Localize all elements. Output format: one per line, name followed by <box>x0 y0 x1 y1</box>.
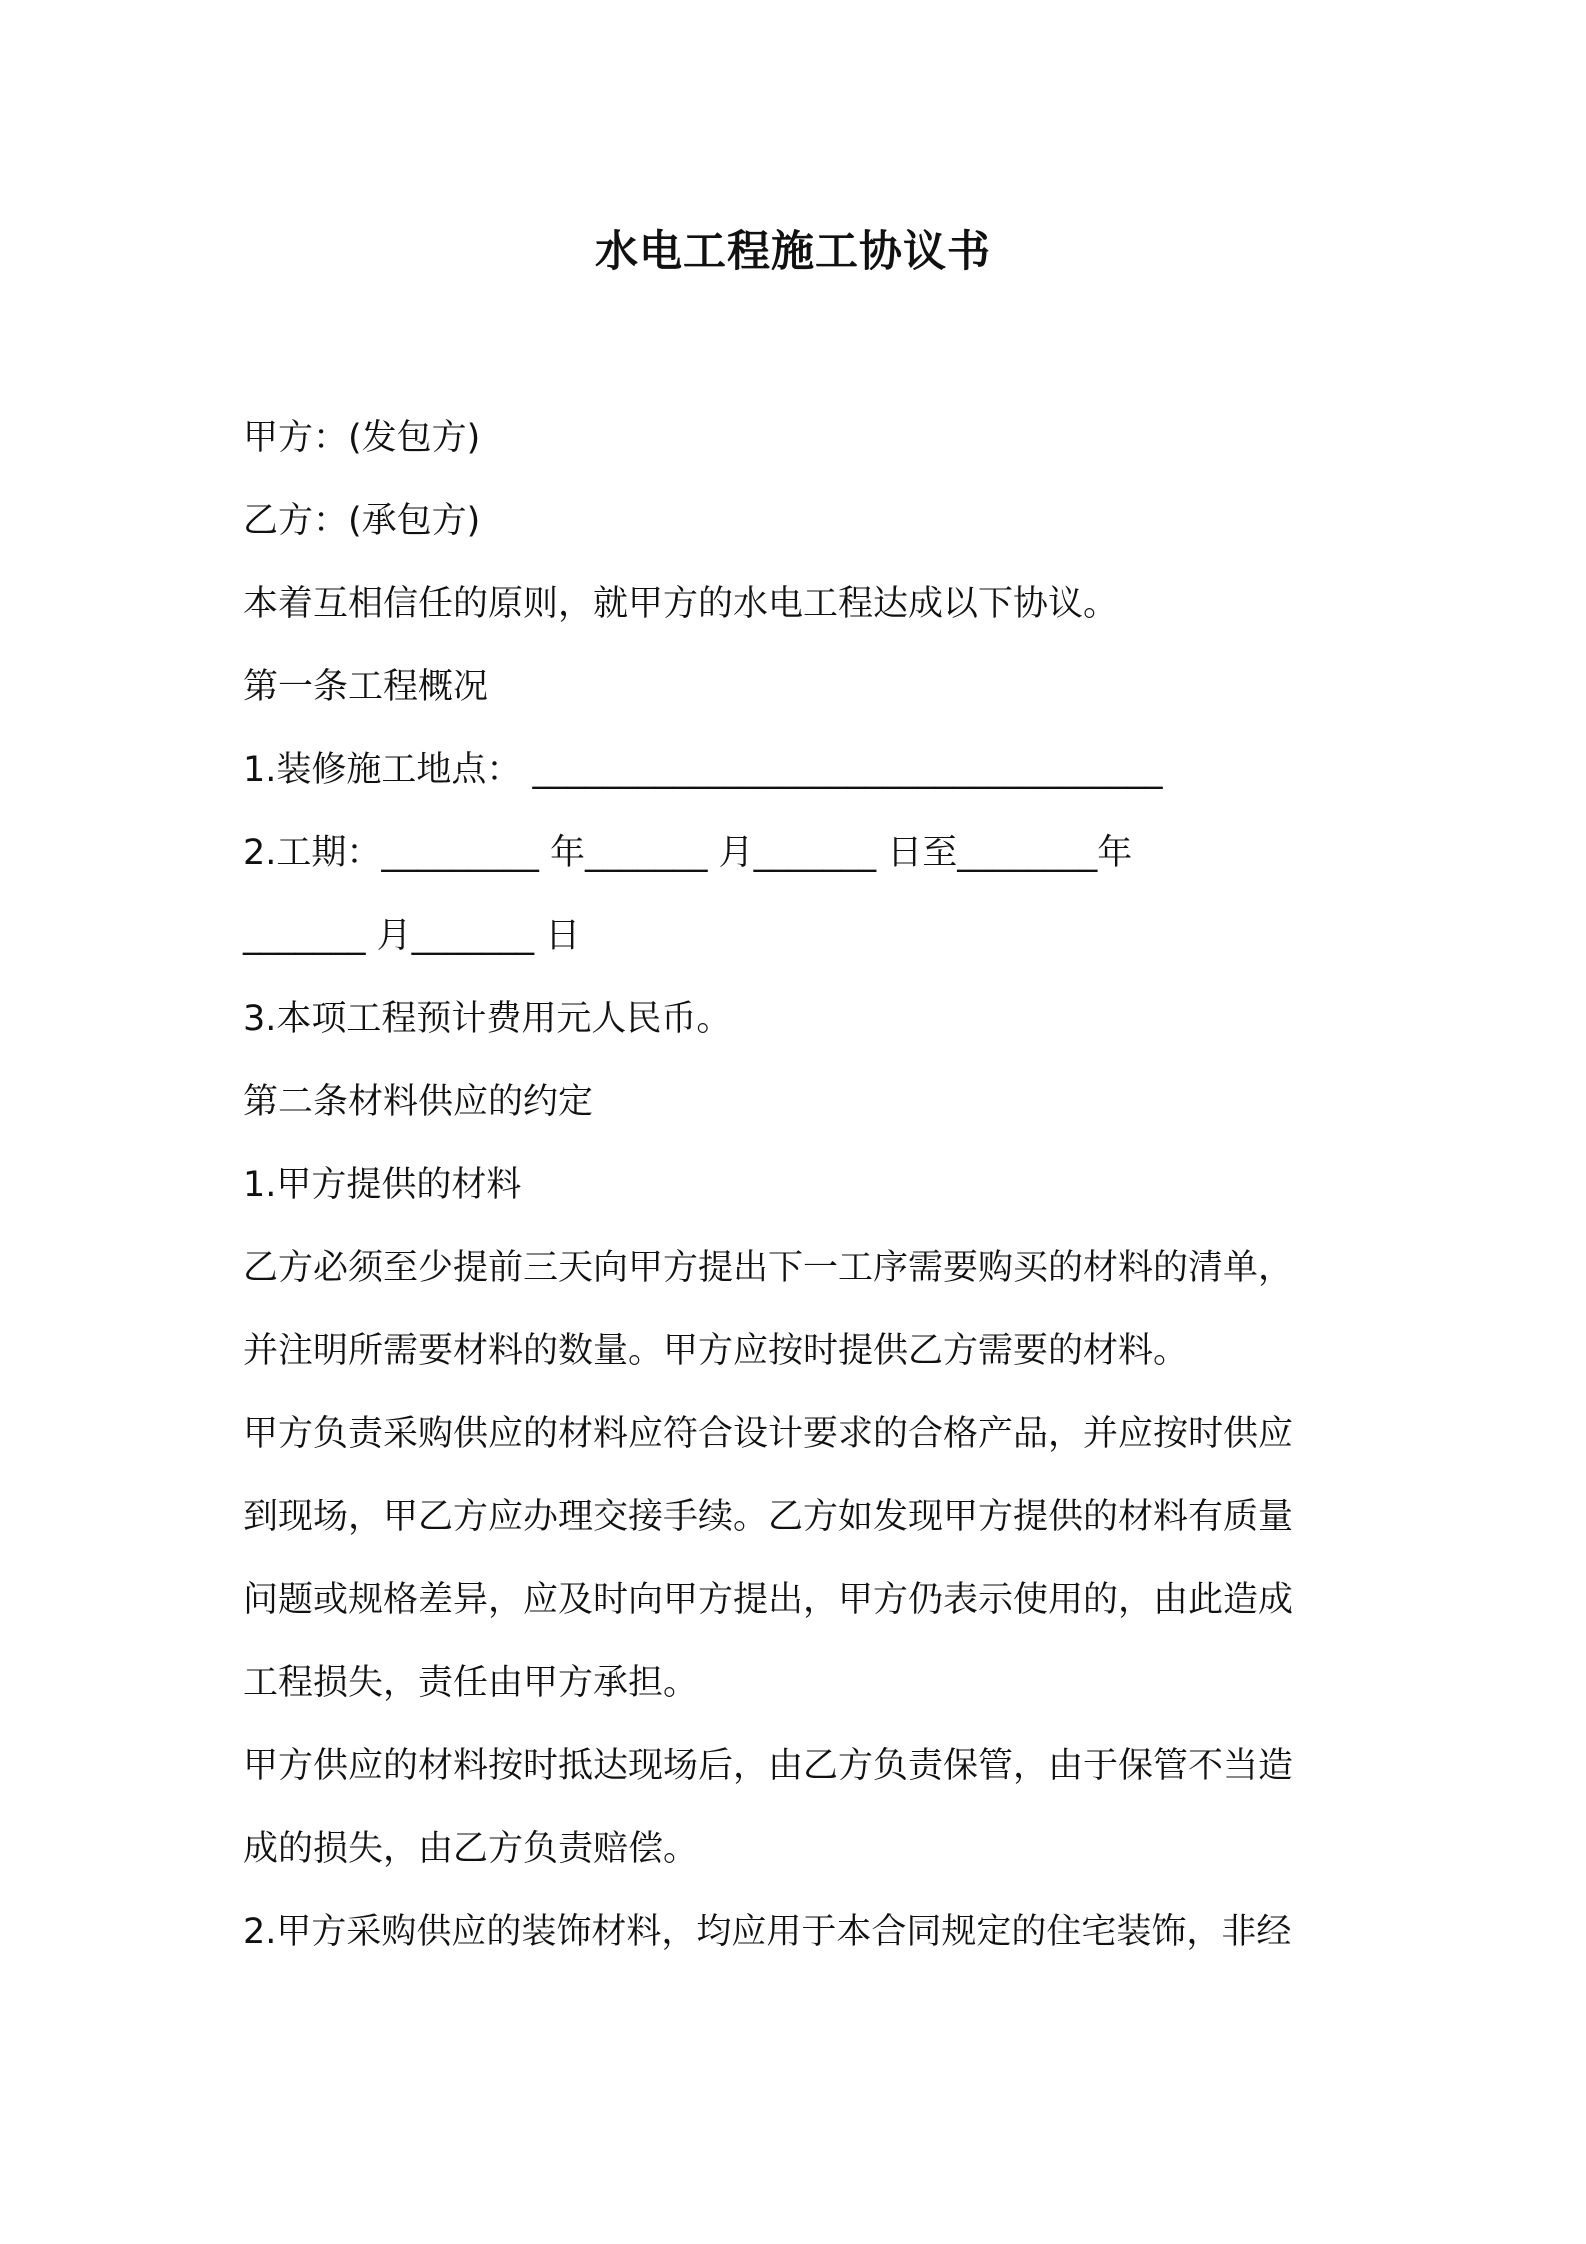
preamble-line: 本着互相信任的原则，就甲方的水电工程达成以下协议。 <box>243 584 1119 624</box>
materials-subheading: 1.甲方提供的材料 <box>243 1165 522 1205</box>
paragraph-line: 工程损失，责任由甲方承担。 <box>243 1663 699 1703</box>
paragraph-line: 甲方负责采购供应的材料应符合设计要求的合格产品，并应按时供应 <box>243 1414 1294 1454</box>
paragraph-line: 乙方必须至少提前三天向甲方提出下一工序需要购买的材料的清单， <box>243 1248 1294 1288</box>
document-title: 水电工程施工协议书 <box>595 227 991 277</box>
party-a-line: 甲方：(发包方) <box>243 418 481 458</box>
paragraph-line: 到现场，甲乙方应办理交接手续。乙方如发现甲方提供的材料有质量 <box>243 1497 1294 1537</box>
paragraph-line: 并注明所需要材料的数量。甲方应按时提供乙方需要的材料。 <box>243 1331 1189 1371</box>
article-1-heading: 第一条工程概况 <box>243 667 489 707</box>
paragraph-line: 成的损失，由乙方负责赔偿。 <box>243 1829 699 1869</box>
construction-site-line: 1.装修施工地点： ____________________________________ <box>243 750 1163 790</box>
duration-line-continued: _______ 月_______ 日 <box>243 916 581 956</box>
article-2-heading: 第二条材料供应的约定 <box>243 1082 594 1122</box>
paragraph-line: 问题或规格差异，应及时向甲方提出，甲方仍表示使用的，由此造成 <box>243 1580 1294 1620</box>
duration-line: 2.工期：_________ 年_______ 月_______ 日至________年 <box>243 833 1133 873</box>
party-b-line: 乙方：(承包方) <box>243 501 481 541</box>
estimated-cost-line: 3.本项工程预计费用元人民币。 <box>243 999 732 1039</box>
paragraph-line: 2.甲方采购供应的装饰材料，均应用于本合同规定的住宅装饰，非经 <box>243 1912 1292 1952</box>
paragraph-line: 甲方供应的材料按时抵达现场后，由乙方负责保管，由于保管不当造 <box>243 1746 1294 1786</box>
